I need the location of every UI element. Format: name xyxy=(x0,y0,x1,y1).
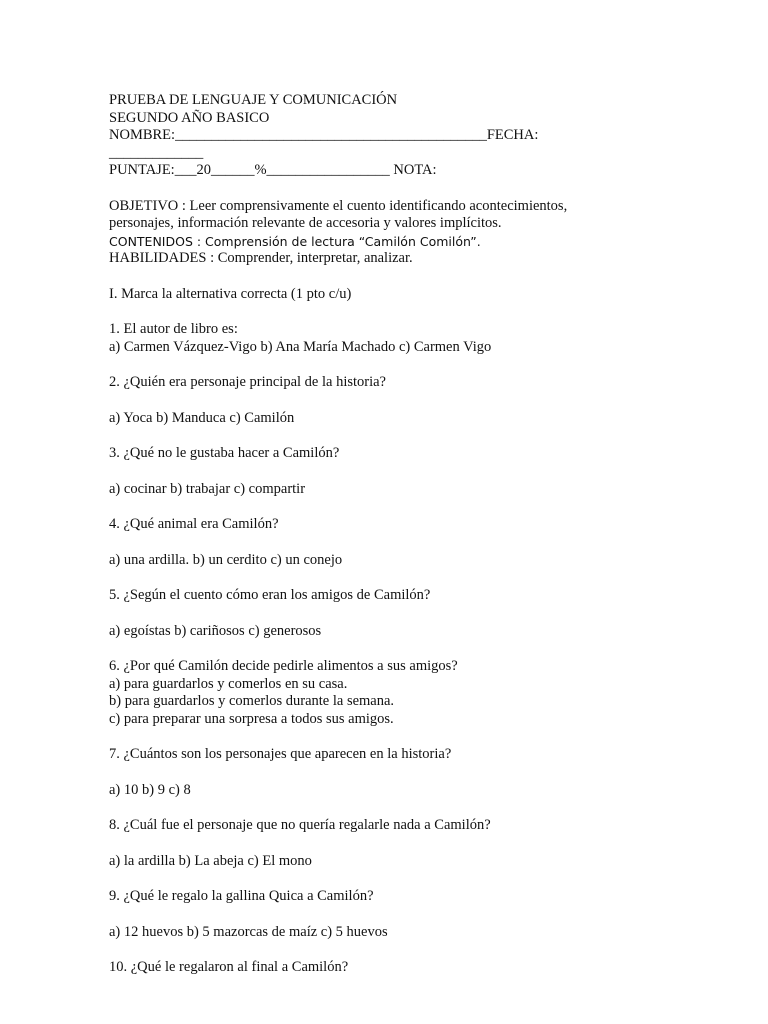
answer-options-9: a) 12 huevos b) 5 mazorcas de maíz c) 5 huevos xyxy=(109,923,388,940)
name-date-line: NOMBRE:___________________________________________FECHA: xyxy=(109,127,539,143)
test-document xyxy=(109,92,729,977)
answer-option-6c: c) para preparar una sorpresa a todos sus amigos. xyxy=(109,710,394,727)
question-4: 4. ¿Qué animal era Camilón? xyxy=(109,516,279,532)
date-blank-line: _____________ xyxy=(109,144,204,161)
answer-options-7: a) 10 b) 9 c) 8 xyxy=(109,781,191,798)
contents-line: CONTENIDOS : Comprensión de lectura “Camilón Comilón”. xyxy=(109,233,481,249)
answer-option-6b: b) para guardarlos y comerlos durante la semana. xyxy=(109,693,395,709)
question-2: 2. ¿Quién era personaje principal de la historia? xyxy=(109,374,386,390)
section-instruction: I. Marca la alternativa correcta (1 pto c/u) xyxy=(109,285,352,302)
score-line: PUNTAJE:___20______%_________________ NOTA: xyxy=(109,162,437,178)
objective-line-1: OBJETIVO : Leer comprensivamente el cuento identificando acontecimientos, xyxy=(109,197,568,214)
skills-line: HABILIDADES : Comprender, interpretar, analizar. xyxy=(109,250,413,266)
question-8: 8. ¿Cuál fue el personaje que no quería regalarle nada a Camilón? xyxy=(109,817,491,833)
answer-options-4: a) una ardilla. b) un cerdito c) un conejo xyxy=(109,551,343,568)
answer-options-2: a) Yoca b) Manduca c) Camilón xyxy=(109,409,295,426)
answer-options-1: a) Carmen Vázquez-Vigo b) Ana María Machado c) Carmen Vigo xyxy=(109,338,492,355)
answer-option-6a: a) para guardarlos y comerlos en su casa. xyxy=(109,675,348,692)
answer-options-3: a) cocinar b) trabajar c) compartir xyxy=(109,480,306,497)
question-6: 6. ¿Por qué Camilón decide pedirle alimentos a sus amigos? xyxy=(109,658,458,674)
grade-level: SEGUNDO AÑO BASICO xyxy=(109,109,270,126)
question-10: 10. ¿Qué le regalaron al final a Camilón? xyxy=(109,959,349,975)
question-1: 1. El autor de libro es: xyxy=(109,321,238,337)
objective-line-2: personajes, información relevante de accesoria y valores implícitos. xyxy=(109,215,502,231)
question-5: 5. ¿Según el cuento cómo eran los amigos de Camilón? xyxy=(109,587,431,603)
answer-options-8: a) la ardilla b) La abeja c) El mono xyxy=(109,852,312,869)
answer-options-5: a) egoístas b) cariñosos c) generosos xyxy=(109,622,322,639)
test-title: PRUEBA DE LENGUAJE Y COMUNICACIÓN xyxy=(109,92,398,108)
question-3: 3. ¿Qué no le gustaba hacer a Camilón? xyxy=(109,445,340,461)
question-7: 7. ¿Cuántos son los personajes que aparecen en la historia? xyxy=(109,746,452,762)
question-9: 9. ¿Qué le regalo la gallina Quica a Camilón? xyxy=(109,888,374,904)
